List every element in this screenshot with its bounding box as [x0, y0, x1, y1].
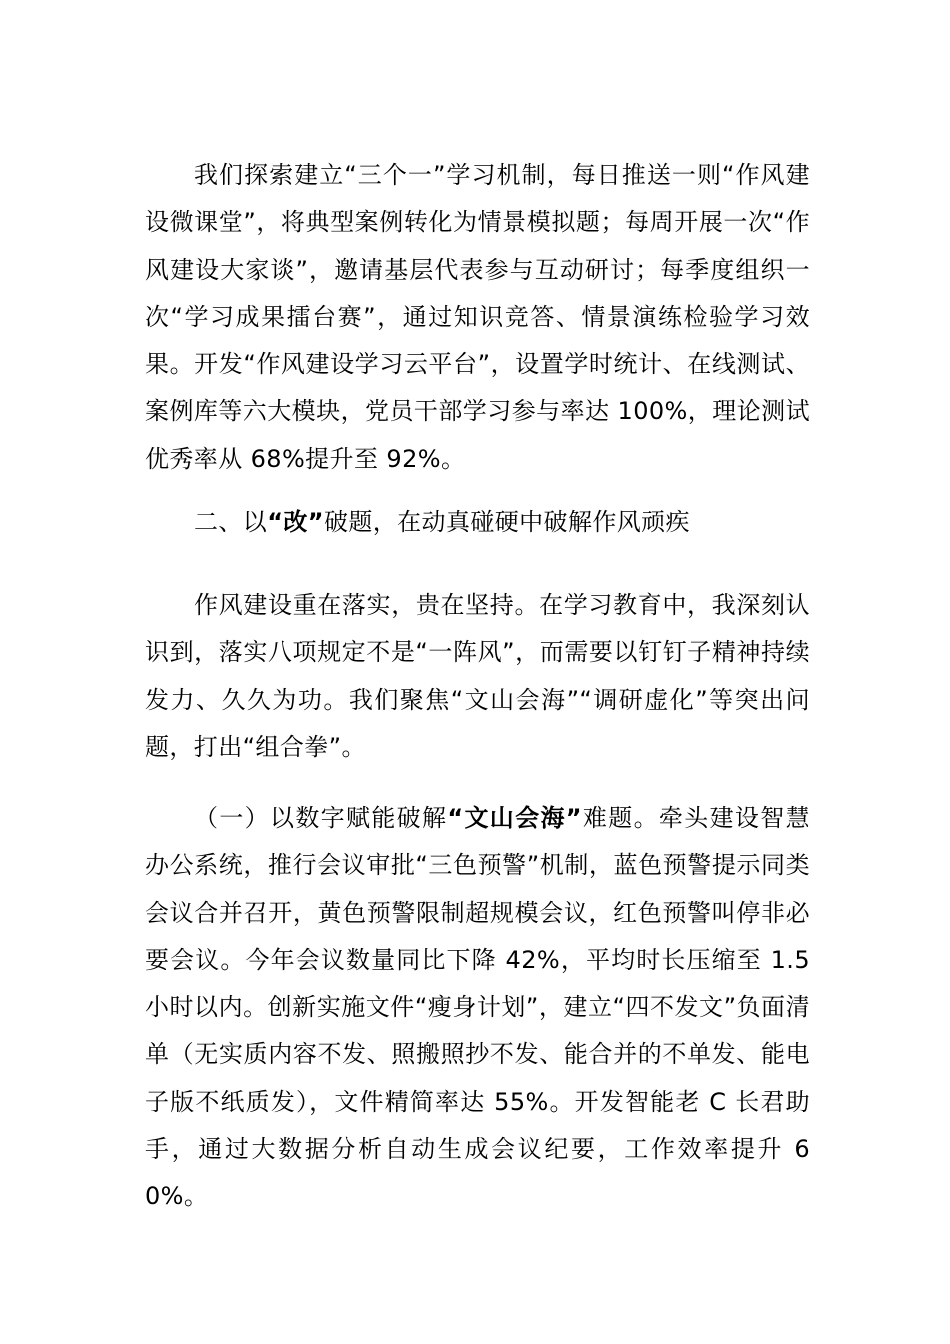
- heading-suffix: 破题，在动真碰硬中破解作风顽疾: [323, 508, 690, 536]
- heading-quoted-keyword: “改”: [267, 508, 324, 536]
- section-heading-2: [145, 499, 810, 546]
- paragraph-body: 难题。牵头建设智慧办公系统，推行会议审批“三色预警”机制，蓝色预警提示同类会议合并召开，黄色预警限制超规模会议，红色预警叫停非必要会议。今年会议数量同比下降 42%，平均时长压缩至 1.5 小时以内。创新实施文件“瘦身计划”，建立“四不发文”负面清单（无实质内容不发、照搬照抄不发、能合并的不单发、能电子版不纸质发），文件精简率达 55%。开发智能老 C 长君助手，通过大数据分析自动生成会议纪要，工作效率提升 60%。: [145, 804, 810, 1211]
- heading-prefix: 二、以: [194, 508, 268, 536]
- paragraph-digital-empowerment: [145, 795, 810, 1221]
- paragraph-study-mechanism: 我们探索建立“三个一”学习机制，每日推送一则“作风建设微课堂”，将典型案例转化为情景模拟题；每周开展一次“作风建设大家谈”，邀请基层代表参与互动研讨；每季度组织一次“学习成果擂台赛”，通过知识竞答、情景演练检验学习效果。开发“作风建设学习云平台”，设置学时统计、在线测试、案例库等六大模块，党员干部学习参与率达 100%，理论测试优秀率从 68%提升至 92%。: [145, 161, 810, 473]
- subheading-prefix: （一）以数字赋能破解: [194, 804, 448, 832]
- subheading-quoted-keyword: “文山会海”: [447, 804, 582, 832]
- paragraph-implementation: 作风建设重在落实，贵在坚持。在学习教育中，我深刻认识到，落实八项规定不是“一阵风”，而需要以钉钉子精神持续发力、久久为功。我们聚焦“文山会海”“调研虚化”等突出问题，打出“组合拳”。: [145, 591, 810, 761]
